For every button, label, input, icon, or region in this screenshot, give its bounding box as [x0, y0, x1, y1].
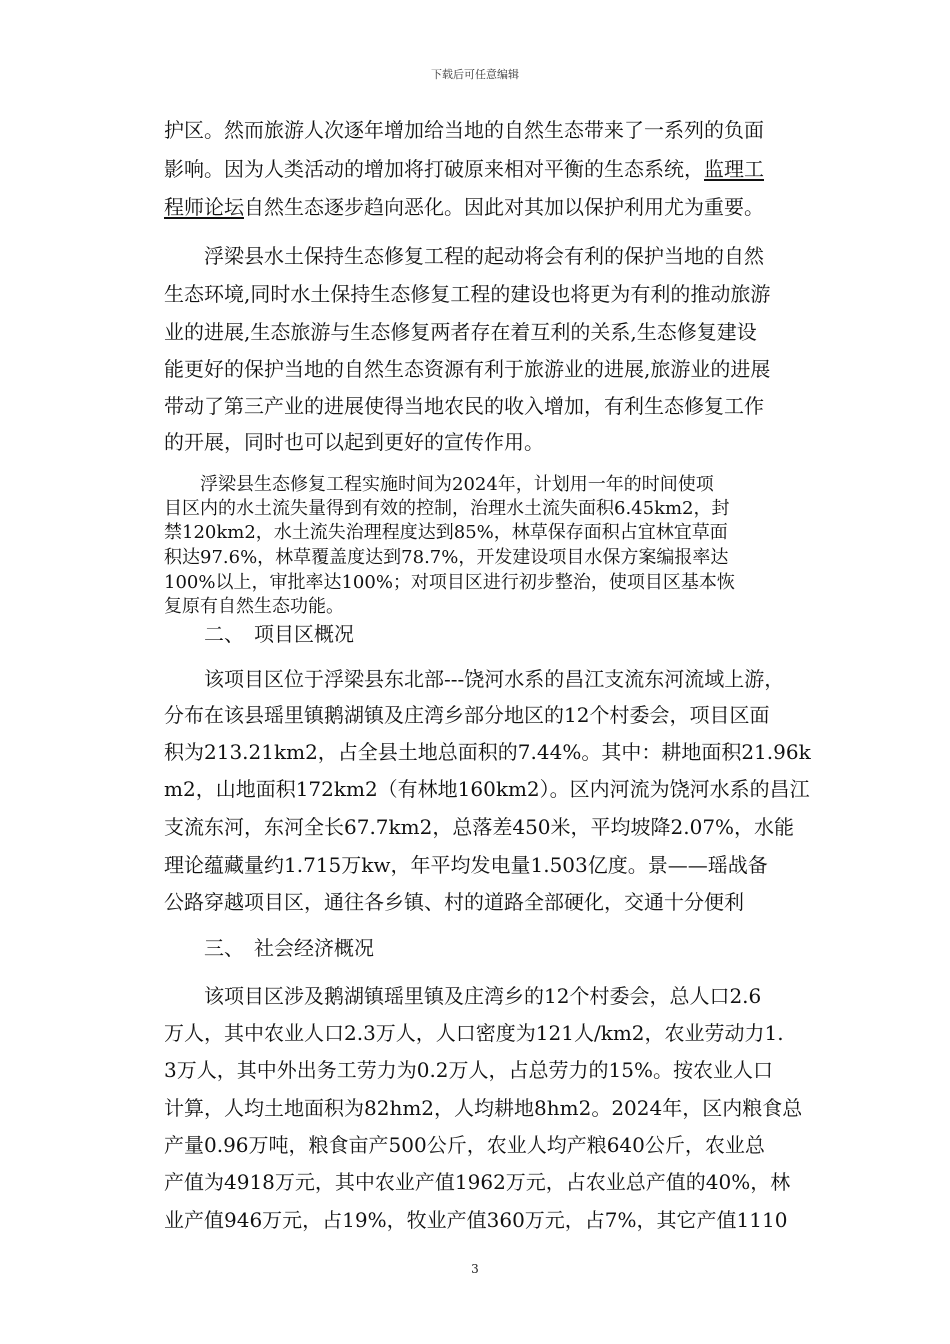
p1-line-2: [164, 157, 854, 181]
p1-line-3: [164, 195, 854, 219]
p3-line-6: 复原有自然生态功能。: [164, 596, 344, 617]
p2-line-5: 带动了第三产业的进展使得当地农民的收入增加，有利生态修复工作: [164, 394, 764, 418]
p5-line-2: 万人，其中农业人口2.3万人，人口密度为121人/km2，农业劳动力1.: [164, 1021, 784, 1045]
p4-line-7: 公路穿越项目区，通往各乡镇、村的道路全部硬化，交通十分便利: [164, 890, 744, 914]
p1-line-2-text: 影响。因为人类活动的增加将打破原来相对平衡的生态系统，: [164, 157, 704, 181]
p4-line-4: m2，山地面积172km2（有林地160km2）。区内河流为饶河水系的昌江: [164, 777, 810, 801]
p3-line-2: 目区内的水土流失量得到有效的控制，治理水土流失面积6.45km2，封: [164, 498, 730, 519]
p3-line-3: 禁120km2，水土流失治理程度达到85%，林草保存面积占宜林宜草面: [164, 522, 728, 543]
p4-line-1: 该项目区位于浮梁县东北部---饶河水系的昌江支流东河流域上游，: [164, 667, 785, 691]
p5-line-7: 业产值946万元，占19%，牧业产值360万元，占7%，其它产值1110: [164, 1208, 788, 1232]
p3-line-5: 100%以上，审批率达100%；对项目区进行初步整治，使项目区基本恢: [164, 572, 735, 593]
p4-line-6: 理论蕴藏量约1.715万kw，年平均发电量1.503亿度。景——瑶战备: [164, 853, 768, 877]
forum-link-continued[interactable]: 程师论坛: [164, 195, 244, 219]
p5-line-6: 产值为4918万元，其中农业产值1962万元，占农业总产值的40%，林: [164, 1170, 791, 1194]
p2-line-3: 业的进展,生态旅游与生态修复两者存在着互利的关系,生态修复建设: [164, 320, 757, 344]
p1-line-3-text: 自然生态逐步趋向恶化。因此对其加以保护利用尤为重要。: [244, 195, 764, 219]
p4-line-5: 支流东河，东河全长67.7km2，总落差450米，平均坡降2.07%，水能: [164, 815, 795, 839]
p3-line-1: 浮梁县生态修复工程实施时间为2024年，计划用一年的时间使项: [164, 474, 714, 495]
p4-line-2: 分布在该县瑶里镇鹅湖镇及庄湾乡部分地区的12个村委会，项目区面: [164, 703, 770, 727]
p5-line-1: 该项目区涉及鹅湖镇瑶里镇及庄湾乡的12个村委会，总人口2.6: [164, 984, 762, 1008]
p2-line-6: 的开展，同时也可以起到更好的宣传作用。: [164, 430, 544, 454]
p2-line-2: 生态环境,同时水土保持生态修复工程的建设也将更为有利的推动旅游: [164, 282, 771, 306]
p2-line-4: 能更好的保护当地的自然生态资源有利于旅游业的进展,旅游业的进展: [164, 357, 771, 381]
p5-line-5: 产量0.96万吨，粮食亩产500公斤，农业人均产粮640公斤，农业总: [164, 1133, 765, 1157]
page-header: 下载后可任意编辑: [431, 68, 519, 81]
p3-line-4: 积达97.6%，林草覆盖度达到78.7%，开发建设项目水保方案编报率达: [164, 547, 729, 568]
p5-line-4: 计算，人均土地面积为82hm2，人均耕地8hm2。2024年，区内粮食总: [164, 1096, 803, 1120]
p1-line-1: 护区。然而旅游人次逐年增加给当地的自然生态带来了一系列的负面: [164, 118, 764, 142]
section-heading-3: 三、 社会经济概况: [204, 936, 374, 960]
section-heading-2: 二、 项目区概况: [204, 622, 354, 646]
p5-line-3: 3万人，其中外出务工劳力为0.2万人，占总劳力的15%。按农业人口: [164, 1058, 773, 1082]
forum-link[interactable]: 监理工: [704, 157, 764, 181]
page-number: 3: [471, 1262, 479, 1276]
p2-line-1: 浮梁县水土保持生态修复工程的起动将会有利的保护当地的自然: [164, 244, 764, 268]
p4-line-3: 积为213.21km2，占全县土地总面积的7.44%。其中：耕地面积21.96k: [164, 740, 811, 764]
